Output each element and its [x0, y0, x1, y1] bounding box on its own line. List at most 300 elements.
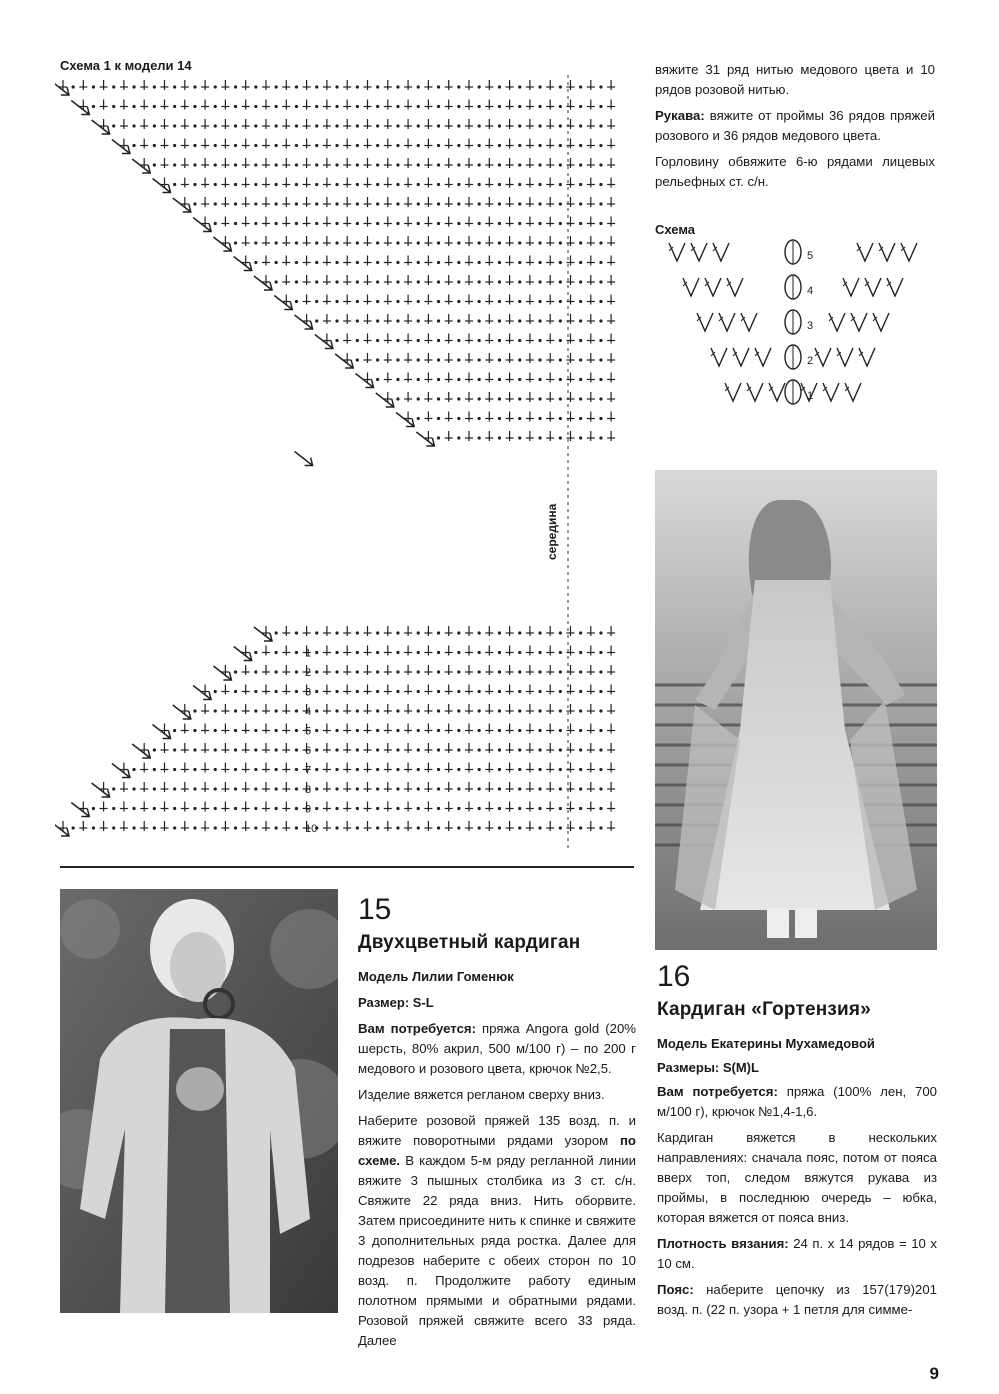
decrease-symbol — [254, 627, 272, 641]
chain-dot — [457, 339, 460, 342]
chain-dot — [376, 748, 379, 751]
decrease-symbol — [213, 237, 231, 251]
chain-dot — [295, 826, 298, 829]
chain-dot — [275, 709, 278, 712]
decrease-symbol — [376, 393, 394, 407]
chain-dot — [335, 105, 338, 108]
chain-dot — [478, 690, 481, 693]
v-stitch — [741, 313, 757, 331]
chain-dot — [132, 124, 135, 127]
chain-dot — [396, 144, 399, 147]
chain-dot — [295, 261, 298, 264]
chain-dot — [478, 319, 481, 322]
chain-dot — [559, 85, 562, 88]
chain-dot — [498, 261, 501, 264]
chain-dot — [599, 690, 602, 693]
chain-dot — [579, 729, 582, 732]
chain-dot — [478, 768, 481, 771]
model15-number: 15 — [358, 893, 392, 926]
chain-dot — [518, 163, 521, 166]
chain-dot — [254, 105, 257, 108]
chain-dot — [417, 729, 420, 732]
chain-dot — [498, 222, 501, 225]
chain-dot — [254, 144, 257, 147]
chain-dot — [437, 183, 440, 186]
chain-dot — [417, 709, 420, 712]
continuation-paragraph: вяжите 31 ряд нитью медового цвета и 10 рядов розовой нитью. — [655, 62, 935, 97]
chain-dot — [559, 261, 562, 264]
chain-dot — [417, 241, 420, 244]
chain-dot — [275, 163, 278, 166]
chain-dot — [153, 144, 156, 147]
chain-dot — [356, 787, 359, 790]
chain-dot — [417, 163, 420, 166]
chain-dot — [356, 709, 359, 712]
chain-dot — [417, 85, 420, 88]
chain-dot — [234, 85, 237, 88]
chain-dot — [193, 748, 196, 751]
chain-dot — [579, 339, 582, 342]
chain-dot — [254, 163, 257, 166]
chain-dot — [518, 768, 521, 771]
chain-dot — [254, 261, 257, 264]
chain-dot — [376, 709, 379, 712]
chain-dot — [335, 124, 338, 127]
chain-dot — [498, 436, 501, 439]
chain-dot — [498, 144, 501, 147]
chain-dot — [538, 105, 541, 108]
model16-title: Кардиган «Гортензия» — [657, 999, 871, 1020]
chain-dot — [437, 222, 440, 225]
chain-dot — [214, 85, 217, 88]
chain-dot — [498, 690, 501, 693]
chain-dot — [599, 748, 602, 751]
model15-photo-art — [60, 889, 338, 1313]
chain-dot — [538, 261, 541, 264]
chain-dot — [335, 807, 338, 810]
chain-dot — [112, 105, 115, 108]
chain-dot — [254, 787, 257, 790]
chain-dot — [498, 358, 501, 361]
chain-dot — [518, 748, 521, 751]
chain-dot — [437, 202, 440, 205]
chain-dot — [538, 436, 541, 439]
chain-dot — [234, 768, 237, 771]
chain-dot — [417, 261, 420, 264]
chain-dot — [335, 826, 338, 829]
v-stitch — [705, 278, 721, 296]
chain-dot — [437, 690, 440, 693]
chain-dot — [396, 222, 399, 225]
chain-dot — [478, 85, 481, 88]
chain-dot — [132, 144, 135, 147]
row-number: 5 — [807, 250, 814, 262]
chain-dot — [315, 144, 318, 147]
chain-dot — [518, 105, 521, 108]
chain-dot — [315, 202, 318, 205]
chain-dot — [478, 631, 481, 634]
chain-dot — [234, 144, 237, 147]
chain-dot — [478, 378, 481, 381]
chain-dot — [518, 280, 521, 283]
chain-dot — [295, 709, 298, 712]
v-stitch — [669, 243, 685, 261]
chain-dot — [153, 748, 156, 751]
chart1-center-label: середина — [545, 503, 559, 560]
v-stitch — [815, 348, 831, 366]
chain-dot — [335, 787, 338, 790]
chain-dot — [599, 222, 602, 225]
chain-dot — [335, 729, 338, 732]
chain-dot — [559, 787, 562, 790]
chain-dot — [214, 183, 217, 186]
v-stitch — [837, 348, 853, 366]
chain-dot — [356, 85, 359, 88]
row-number: 9 — [305, 803, 312, 816]
chain-dot — [335, 748, 338, 751]
chain-dot — [315, 105, 318, 108]
chain-dot — [234, 807, 237, 810]
decrease-symbol — [254, 276, 272, 290]
chain-dot — [417, 631, 420, 634]
chain-dot — [214, 144, 217, 147]
chain-dot — [335, 183, 338, 186]
chain-dot — [579, 300, 582, 303]
decrease-symbol — [71, 101, 89, 115]
v-stitch — [865, 278, 881, 296]
chain-dot — [437, 339, 440, 342]
chain-dot — [478, 397, 481, 400]
chain-dot — [579, 105, 582, 108]
chain-dot — [396, 670, 399, 673]
chain-dot — [295, 807, 298, 810]
chain-dot — [356, 124, 359, 127]
chain-dot — [335, 651, 338, 654]
chain-dot — [132, 85, 135, 88]
chain-dot — [376, 241, 379, 244]
chain-dot — [417, 397, 420, 400]
chain-dot — [579, 807, 582, 810]
chain-dot — [356, 105, 359, 108]
chain-dot — [335, 339, 338, 342]
chain-dot — [315, 729, 318, 732]
chain-dot — [538, 709, 541, 712]
chain-dot — [538, 144, 541, 147]
chain-dot — [254, 826, 257, 829]
chain-dot — [396, 709, 399, 712]
chain-dot — [417, 417, 420, 420]
chain-dot — [315, 651, 318, 654]
chain-dot — [579, 787, 582, 790]
v-stitch — [859, 348, 875, 366]
chain-dot — [437, 748, 440, 751]
chain-dot — [417, 690, 420, 693]
chain-dot — [376, 378, 379, 381]
chain-dot — [559, 651, 562, 654]
chain-dot — [214, 690, 217, 693]
chain-dot — [173, 729, 176, 732]
decrease-symbol — [55, 81, 69, 95]
chain-dot — [599, 144, 602, 147]
decrease-symbol — [416, 432, 434, 446]
chain-dot — [437, 261, 440, 264]
chain-dot — [599, 787, 602, 790]
chain-dot — [457, 768, 460, 771]
chain-dot — [478, 729, 481, 732]
chain-dot — [396, 787, 399, 790]
chain-dot — [254, 651, 257, 654]
row-number: 1 — [807, 390, 814, 402]
sleeves-label: Рукава: — [655, 108, 705, 123]
chain-dot — [498, 417, 501, 420]
chain-dot — [498, 163, 501, 166]
chain-dot — [112, 807, 115, 810]
chain-dot — [518, 144, 521, 147]
chain-dot — [457, 729, 460, 732]
chain-dot — [437, 651, 440, 654]
neckline-paragraph: Горловину обвяжите 6-ю рядами лицевых рельефных ст. с/н. — [655, 154, 935, 189]
chain-dot — [92, 105, 95, 108]
chain-dot — [396, 319, 399, 322]
chain-dot — [376, 807, 379, 810]
chain-dot — [254, 768, 257, 771]
chain-dot — [538, 163, 541, 166]
chain-dot — [234, 787, 237, 790]
chain-dot — [437, 300, 440, 303]
chain-dot — [538, 319, 541, 322]
chain-dot — [254, 202, 257, 205]
chain-dot — [193, 202, 196, 205]
chain-dot — [335, 631, 338, 634]
chain-dot — [295, 300, 298, 303]
chain-dot — [356, 729, 359, 732]
decrease-symbol — [173, 198, 191, 212]
chain-dot — [518, 202, 521, 205]
model16-author: Модель Екатерины Мухамедовой — [657, 1036, 875, 1051]
chain-dot — [599, 631, 602, 634]
model15-title: Двухцветный кардиган — [358, 932, 581, 953]
chain-dot — [579, 319, 582, 322]
chain-dot — [356, 631, 359, 634]
chain-dot — [599, 397, 602, 400]
chain-dot — [173, 826, 176, 829]
chain-dot — [579, 709, 582, 712]
chain-dot — [396, 768, 399, 771]
chain-dot — [579, 397, 582, 400]
chain-dot — [376, 631, 379, 634]
chain-dot — [173, 183, 176, 186]
chain-dot — [356, 280, 359, 283]
chain-dot — [518, 690, 521, 693]
chain-dot — [295, 748, 298, 751]
chain-dot — [417, 748, 420, 751]
model15-body — [358, 1019, 636, 1351]
chain-dot — [518, 631, 521, 634]
chain-dot — [335, 222, 338, 225]
chain-dot — [234, 670, 237, 673]
chain-dot — [518, 183, 521, 186]
chain-dot — [112, 787, 115, 790]
chain-dot — [498, 300, 501, 303]
chain-dot — [538, 690, 541, 693]
chain-dot — [538, 358, 541, 361]
chain-dot — [315, 709, 318, 712]
chain-dot — [335, 670, 338, 673]
decrease-symbol — [132, 744, 150, 758]
chain-dot — [254, 748, 257, 751]
v-stitch — [845, 383, 861, 401]
chain-dot — [396, 826, 399, 829]
chain-dot — [356, 202, 359, 205]
chain-dot — [396, 85, 399, 88]
chain-dot — [173, 807, 176, 810]
chain-dot — [538, 339, 541, 342]
decrease-symbol — [55, 822, 69, 836]
chain-dot — [498, 319, 501, 322]
chain-dot — [437, 124, 440, 127]
chain-dot — [518, 651, 521, 654]
chain-dot — [599, 651, 602, 654]
chain-dot — [396, 300, 399, 303]
chain-dot — [457, 709, 460, 712]
chain-dot — [538, 241, 541, 244]
chain-dot — [356, 670, 359, 673]
chain-dot — [559, 397, 562, 400]
chain-dot — [538, 378, 541, 381]
chain-dot — [396, 163, 399, 166]
chain-dot — [538, 787, 541, 790]
chain-dot — [153, 163, 156, 166]
chain-dot — [559, 222, 562, 225]
chain-dot — [315, 241, 318, 244]
chain-dot — [214, 768, 217, 771]
chain-dot — [559, 670, 562, 673]
chain-dot — [559, 319, 562, 322]
chain-dot — [315, 768, 318, 771]
chain-dot — [72, 826, 75, 829]
chart2-diagram — [655, 220, 935, 430]
chain-dot — [599, 358, 602, 361]
chain-dot — [559, 378, 562, 381]
model15-block — [358, 893, 636, 1357]
chain-dot — [417, 222, 420, 225]
chain-dot — [295, 690, 298, 693]
chain-dot — [193, 124, 196, 127]
chain-dot — [214, 748, 217, 751]
chain-dot — [498, 807, 501, 810]
chain-dot — [315, 261, 318, 264]
chain-dot — [579, 826, 582, 829]
chain-dot — [538, 183, 541, 186]
chain-dot — [478, 261, 481, 264]
decrease-symbol — [92, 783, 110, 797]
chain-dot — [295, 768, 298, 771]
v-stitch — [725, 383, 741, 401]
row-number: 8 — [305, 784, 312, 796]
chain-dot — [538, 124, 541, 127]
chain-dot — [559, 748, 562, 751]
v-stitch — [711, 348, 727, 366]
chain-dot — [193, 729, 196, 732]
chain-dot — [579, 690, 582, 693]
model16-belt: Пояс: наберите цепочку из 157(179)201 возд. п. (22 п. узора + 1 петля для симме- — [657, 1282, 937, 1317]
chain-dot — [538, 651, 541, 654]
chain-dot — [559, 417, 562, 420]
v-stitch — [829, 313, 845, 331]
chain-dot — [275, 670, 278, 673]
chain-dot — [335, 709, 338, 712]
decrease-symbol — [335, 354, 353, 368]
chain-dot — [234, 241, 237, 244]
chain-dot — [315, 280, 318, 283]
chain-dot — [315, 163, 318, 166]
chain-dot — [396, 397, 399, 400]
chain-dot — [92, 807, 95, 810]
decrease-symbol — [193, 686, 211, 700]
chain-dot — [478, 163, 481, 166]
chain-dot — [417, 105, 420, 108]
chain-dot — [518, 85, 521, 88]
chain-dot — [295, 85, 298, 88]
chain-dot — [518, 729, 521, 732]
chain-dot — [396, 124, 399, 127]
chain-dot — [335, 768, 338, 771]
chain-dot — [599, 807, 602, 810]
chain-dot — [356, 690, 359, 693]
v-stitch — [851, 313, 867, 331]
chain-dot — [234, 729, 237, 732]
page-number: 9 — [929, 1364, 939, 1383]
chain-dot — [457, 417, 460, 420]
chain-dot — [478, 826, 481, 829]
chain-dot — [457, 300, 460, 303]
chain-dot — [579, 163, 582, 166]
model16-p1: Кардиган вяжется в нескольких направлениях: сначала пояс, потом от пояса вверх топ, следом вяжутся рукава из проймы, в последнюю очередь – юбка, которая вяжется от пояса вниз. — [657, 1130, 937, 1225]
chain-dot — [193, 826, 196, 829]
chain-dot — [538, 417, 541, 420]
chain-dot — [295, 670, 298, 673]
section-divider — [60, 866, 634, 868]
chain-dot — [437, 85, 440, 88]
chain-dot — [518, 339, 521, 342]
chain-dot — [457, 378, 460, 381]
decrease-symbol — [234, 257, 252, 271]
chain-dot — [193, 163, 196, 166]
chain-dot — [579, 261, 582, 264]
chain-dot — [599, 319, 602, 322]
chain-dot — [579, 241, 582, 244]
chain-dot — [518, 397, 521, 400]
chain-dot — [396, 261, 399, 264]
chain-dot — [376, 690, 379, 693]
chain-dot — [457, 202, 460, 205]
row-number: 6 — [305, 745, 312, 757]
chain-dot — [315, 631, 318, 634]
model15-photo — [60, 889, 338, 1313]
chain-dot — [457, 144, 460, 147]
chain-dot — [538, 222, 541, 225]
chain-dot — [254, 241, 257, 244]
chain-dot — [498, 670, 501, 673]
chain-dot — [437, 397, 440, 400]
row-number: 3 — [305, 686, 312, 699]
chain-dot — [275, 183, 278, 186]
chain-dot — [356, 261, 359, 264]
chain-dot — [376, 319, 379, 322]
chain-dot — [437, 241, 440, 244]
model16-materials: Вам потребуется: пряжа (100% лен, 700 м/100 г), крючок №1,4-1,6. — [657, 1084, 937, 1119]
chain-dot — [498, 748, 501, 751]
